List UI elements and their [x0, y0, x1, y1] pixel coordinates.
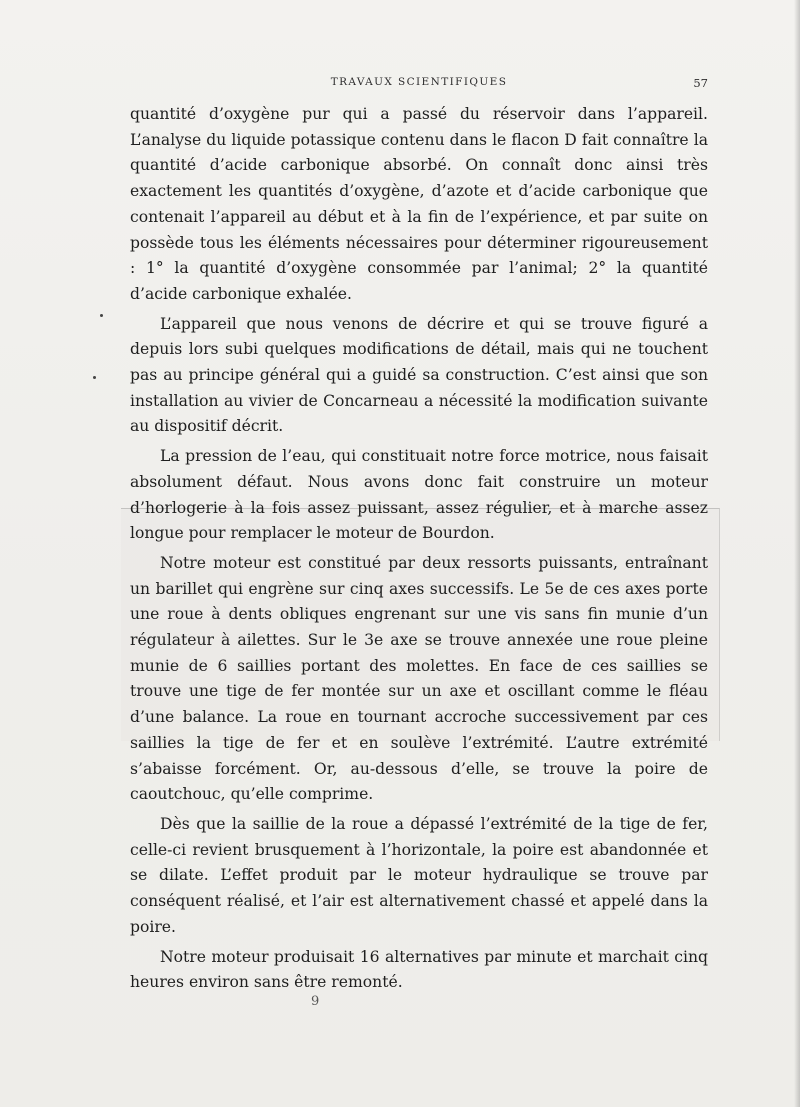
- page-number: 57: [693, 76, 708, 90]
- paragraph-3: La pression de l’eau, qui constituait notre force motrice, nous faisait absolument défaut. Nous avons donc fait construire un moteur d’horlogerie à la fois assez puissant, assez régulier, et à marche assez longue pour remplacer le moteur de Bourdon.: [130, 447, 708, 543]
- paragraph-6: Notre moteur produisait 16 alternatives par minute et marchait cinq heures environ sans être remonté.: [130, 947, 708, 992]
- paragraph-1: quantité d’oxygène pur qui a passé du réservoir dans l’appareil. L’analyse du liquide potassique contenu dans le flacon D fait connaître la quantité d’acide carbonique absorbé. On connaît donc ainsi très exactement les quantités d’oxygène, d’azote et d’acide carbonique que contenait l’appareil au début et à la fin de l’expérience, et par suite on possède tous les éléments nécessaires pour déterminer rigoureusement : 1° la quantité d’oxygène consommée par l’animal; 2° la quantité d’acide carbonique exhalée.: [130, 105, 708, 303]
- running-title: TRAVAUX SCIENTIFIQUES: [330, 76, 508, 88]
- paragraph-5: Dès que la saillie de la roue a dépassé l’extrémité de la tige de fer, celle-ci revient brusquement à l’horizontale, la poire est abandonnée et se dilate. L’effet produit par le moteur hydraulique se trouve par conséquent réalisé, et l’air est alternativement chassé et appelé dans la poire.: [130, 814, 708, 936]
- folio-mark: 9: [311, 994, 320, 1009]
- paragraph-4: Notre moteur est constitué par deux ressorts puissants, entraînant un barillet qui engrène sur cinq axes successifs. Le 5e de ces axes porte une roue à dents obliques engrenant sur une vis sans fin munie d’un régulateur à ailettes. Sur le 3e axe se trouve annexée une roue pleine munie de 6 saillies portant des molettes. En face de ces saillies se trouve une tige de fer montée sur un axe et oscillant comme le fléau d’une balance. La roue en tournant accroche successivement par ces saillies la tige de fer et en soulève l’extrémité. L’autre extrémité s’abaisse forcément. Or, au-dessous d’elle, se trouve la poire de caoutchouc, qu’elle comprime.: [130, 553, 708, 804]
- margin-dot: [93, 376, 96, 379]
- page-header: [130, 76, 708, 92]
- body-text: [130, 102, 708, 1000]
- paragraph-2: L’appareil que nous venons de décrire et qui se trouve figuré a depuis lors subi quelques modifications de détail, mais qui ne touchent pas au principe général qui a guidé sa construction. C’est ainsi que son installation au vivier de Concarneau a nécessité la modification suivante au dispositif décrit.: [130, 314, 708, 436]
- margin-dot: [100, 314, 103, 317]
